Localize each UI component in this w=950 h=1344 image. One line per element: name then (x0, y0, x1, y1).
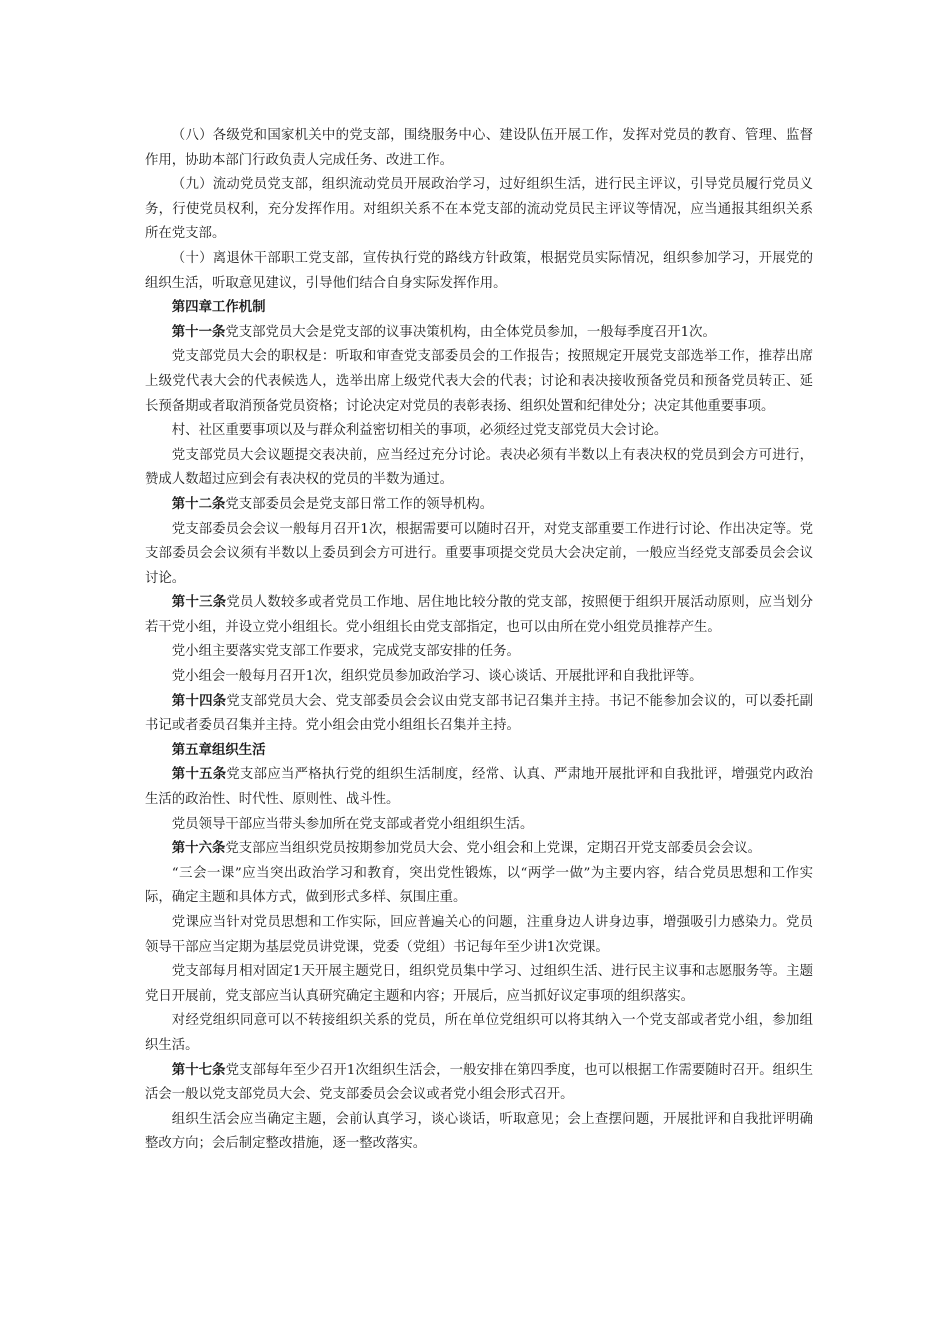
paragraph-text: （十）离退休干部职工党支部，宣传执行党的路线方针政策，根据党员实际情况，组织参加学习，开展党的组织生活，听取意见建议，引导他们结合自身实际发挥作用。 (145, 250, 813, 291)
body-paragraph (145, 419, 813, 444)
paragraph-text: 党员人数较多或者党员工作地、居住地比较分散的党支部，按照便于组织开展活动原则，应当划分若干党小组，并设立党小组组长。党小组组长由党支部指定，也可以由所在党小组党员推荐产生。 (145, 595, 813, 635)
article-label: 第十二条 (171, 496, 226, 512)
document-body (145, 124, 813, 1157)
paragraph-text: 党支部党员大会议题提交表决前，应当经过充分讨论。表决必须有半数以上有表决权的党员到会方可进行，赞成人数超过应到会有表决权的党员的半数为通过。 (145, 447, 813, 488)
body-paragraph (145, 1009, 813, 1058)
article-label: 第十一条 (171, 324, 226, 340)
article-paragraph (145, 763, 813, 812)
paragraph-text: 党小组会一般每月召开1次，组织党员参加政治学习、谈心谈话、开展批评和自我批评等。 (171, 669, 703, 685)
paragraph-text: 党课应当针对党员思想和工作实际，回应普遍关心的问题，注重身边人讲身边事，增强吸引力感染力。党员领导干部应当定期为基层党员讲党课，党委（党组）书记每年至少讲1次党课。 (145, 915, 813, 955)
paragraph-text: （九）流动党员党支部，组织流动党员开展政治学习，过好组织生活，进行民主评议，引导党员履行党员义务，行使党员权利，充分发挥作用。对组织关系不在本党支部的流动党员民主评议等情况，应当通报其组织关系所在党支部。 (145, 177, 813, 242)
body-paragraph (145, 665, 813, 690)
paragraph-text: 党支部党员大会是党支部的议事决策机构，由全体党员参加，一般每季度召开1次。 (225, 324, 716, 340)
article-label: 第十七条 (171, 1062, 226, 1078)
article-label: 第十五条 (171, 767, 227, 783)
body-paragraph (145, 345, 813, 419)
body-paragraph (145, 911, 813, 960)
body-paragraph (145, 444, 813, 493)
body-paragraph (145, 1108, 813, 1157)
chapter-heading: 第四章工作机制 (171, 300, 266, 316)
paragraph-text: 党支部党员大会的职权是：听取和审查党支部委员会的工作报告；按照规定开展党支部选举工作，推荐出席上级党代表大会的代表候选人，选举出席上级党代表大会的代表；讨论和表决接收预备党员和预备党员转正、延长预备期或者取消预备党员资格；讨论决定对党员的表彰表扬、组织处置和纪律处分；决定其他重要事项。 (145, 349, 813, 414)
paragraph-text: 党支部委员会会议一般每月召开1次，根据需要可以随时召开，对党支部重要工作进行讨论、作出决定等。党支部委员会会议须有半数以上委员到会方可进行。重要事项提交党员大会决定前，一般应当经党支部委员会会议讨论。 (145, 521, 813, 586)
paragraph-text: 组织生活会应当确定主题，会前认真学习，谈心谈话，听取意见；会上查摆问题，开展批评和自我批评明确整改方向；会后制定整改措施，逐一整改落实。 (145, 1111, 813, 1152)
article-paragraph (145, 837, 813, 862)
paragraph-text: 党支部应当严格执行党的组织生活制度，经常、认真、严肃地开展批评和自我批评，增强党内政治生活的政治性、时代性、原则性、战斗性。 (145, 767, 813, 808)
paragraph-text: 党员领导干部应当带头参加所在党支部或者党小组组织生活。 (171, 816, 534, 832)
body-paragraph (145, 173, 813, 247)
paragraph-text: 党支部应当组织党员按期参加党员大会、党小组会和上党课，定期召开党支部委员会会议。 (225, 841, 761, 857)
paragraph-text: 对经党组织同意可以不转接组织关系的党员，所在单位党组织可以将其纳入一个党支部或者党小组，参加组织生活。 (145, 1013, 813, 1053)
paragraph-text: 党支部委员会是党支部日常工作的领导机构。 (225, 496, 494, 512)
article-label: 第十四条 (171, 693, 227, 709)
body-paragraph (145, 813, 813, 838)
chapter-heading: 第五章组织生活 (171, 742, 266, 758)
paragraph-text: （八）各级党和国家机关中的党支部，围绕服务中心、建设队伍开展工作，发挥对党员的教育、管理、监督作用，协助本部门行政负责人完成任务、改进工作。 (145, 128, 813, 168)
body-paragraph (145, 960, 813, 1009)
paragraph-text: “三会一课”应当突出政治学习和教育，突出党性锻炼，以“两学一做”为主要内容，结合党员思想和工作实际，确定主题和具体方式，做到形式多样、氛围庄重。 (145, 865, 813, 906)
body-paragraph (145, 862, 813, 911)
body-paragraph (145, 124, 813, 173)
article-paragraph (145, 321, 813, 346)
article-paragraph (145, 493, 813, 518)
paragraph-text: 党小组主要落实党支部工作要求，完成党支部安排的任务。 (171, 644, 520, 660)
body-paragraph (145, 247, 813, 296)
article-label: 第十三条 (171, 595, 227, 611)
article-label: 第十六条 (171, 841, 226, 857)
body-paragraph (145, 518, 813, 592)
body-paragraph (145, 640, 813, 665)
paragraph-text: 村、社区重要事项以及与群众利益密切相关的事项，必须经过党支部党员大会讨论。 (171, 423, 668, 439)
article-paragraph (145, 690, 813, 739)
paragraph-text: 党支部每年至少召开1次组织生活会，一般安排在第四季度，也可以根据工作需要随时召开。组织生活会一般以党支部党员大会、党支部委员会会议或者党小组会形式召开。 (145, 1062, 813, 1103)
article-paragraph (145, 591, 813, 640)
article-paragraph (145, 1059, 813, 1108)
paragraph-text: 党支部党员大会、党支部委员会会议由党支部书记召集并主持。书记不能参加会议的，可以委托副书记或者委员召集并主持。党小组会由党小组组长召集并主持。 (145, 693, 813, 734)
paragraph-text: 党支部每月相对固定1天开展主题党日，组织党员集中学习、过组织生活、进行民主议事和志愿服务等。主题党日开展前，党支部应当认真研究确定主题和内容；开展后，应当抓好议定事项的组织落实。 (145, 964, 813, 1004)
